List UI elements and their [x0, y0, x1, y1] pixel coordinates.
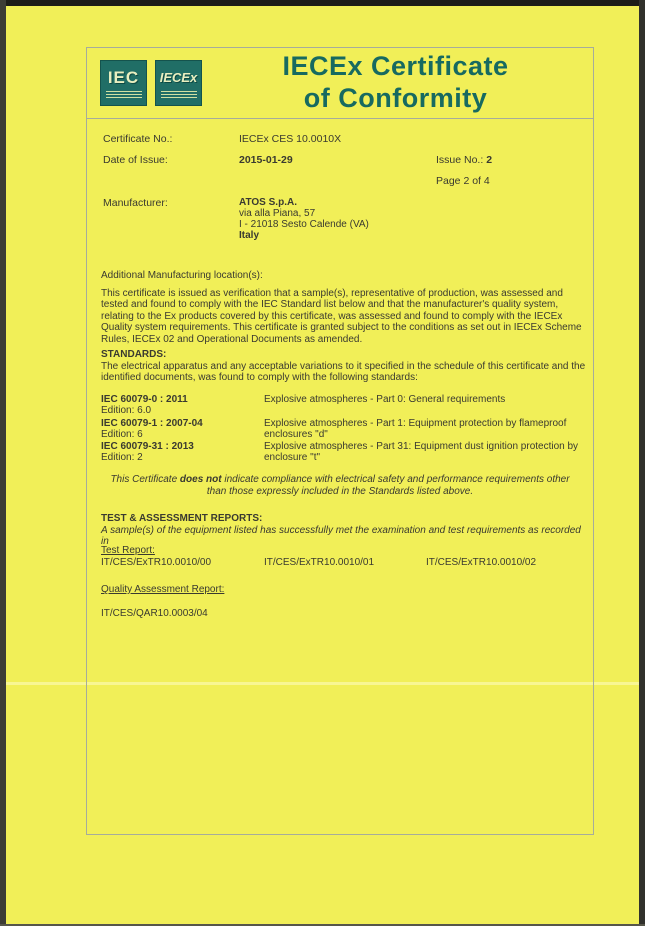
- standard-description: Explosive atmospheres - Part 0: General requirements: [264, 394, 506, 405]
- standard-edition: Edition: 6: [101, 428, 143, 440]
- certificate-no-label: Certificate No.:: [103, 133, 173, 145]
- iecex-logo-icon: [155, 60, 202, 106]
- iec-logo-text: IEC: [107, 67, 140, 87]
- additional-manufacturing-label: Additional Manufacturing location(s):: [101, 270, 263, 281]
- standard-row: [101, 418, 591, 440]
- compliance-note-emphasis: does not: [179, 474, 222, 485]
- standard-code: IEC 60079-31 : 2013: [101, 441, 194, 452]
- test-report-number: IT/CES/ExTR10.0010/00: [101, 557, 212, 568]
- verification-paragraph: This certificate is issued as verification that a sample(s), representative of production, was assessed and tested and found to comply with the IEC Standard list below and that the manufacturer's quality system, relating to the Ex products covered by this certificate, was assessed and found to comply with the IECEx Quality system requirements. This certificate is granted subject to the conditions as set out in IECEx Scheme Rules, IECEx 02 and Operational Documents as amended.: [101, 288, 582, 345]
- manufacturer-address-line2: I - 21018 Sesto Calende (VA): [239, 219, 369, 230]
- scan-edge-top: [0, 0, 645, 6]
- iecex-logo-lines: [161, 89, 197, 98]
- standard-edition: Edition: 6.0: [101, 405, 152, 416]
- manufacturer-address-line3: Italy: [239, 230, 260, 241]
- manufacturer-label: Manufacturer:: [103, 197, 168, 209]
- standards-list: [101, 394, 591, 465]
- manufacturer-address-block: [239, 197, 369, 241]
- certificate-header: [87, 48, 593, 119]
- test-reports-heading: TEST & ASSESSMENT REPORTS:: [101, 513, 263, 524]
- standard-edition: Edition: 2: [101, 452, 143, 463]
- certificate-title-line1: IECEx Certificate: [282, 51, 509, 81]
- standard-description: Explosive atmospheres - Part 31: Equipment dust ignition protection by enclosure "t": [264, 441, 579, 463]
- test-report-number: IT/CES/ExTR10.0010/02: [426, 557, 537, 568]
- page-number: Page 2 of 4: [436, 175, 490, 187]
- test-report-label: Test Report:: [101, 545, 155, 556]
- certificate-no-value: IECEx CES 10.0010X: [239, 133, 342, 145]
- date-of-issue-label: Date of Issue:: [103, 154, 168, 166]
- standards-heading: STANDARDS:: [101, 349, 167, 360]
- test-report-number: IT/CES/ExTR10.0010/01: [264, 557, 375, 568]
- standard-row: [101, 441, 591, 463]
- quality-assessment-report-label: Quality Assessment Report:: [101, 584, 225, 595]
- certificate-title-line2: of Conformity: [303, 83, 488, 113]
- issue-no-label: Issue No.:: [436, 154, 484, 166]
- test-reports-intro: A sample(s) of the equipment listed has successfully met the examination and test requirements as recorded in: [101, 525, 581, 548]
- compliance-note: [101, 474, 579, 497]
- scan-edge-right: [639, 0, 645, 926]
- issue-no: [436, 154, 492, 166]
- standard-description: Explosive atmospheres - Part 1: Equipment protection by flameproof enclosures "d": [264, 417, 567, 440]
- certificate-content-frame: [86, 47, 594, 835]
- standard-row: [101, 394, 591, 416]
- standard-code: IEC 60079-1 : 2007-04: [101, 417, 203, 429]
- date-of-issue-value: 2015-01-29: [239, 154, 293, 166]
- compliance-note-pre: This Certificate: [110, 474, 178, 485]
- iec-logo-lines: [106, 89, 142, 98]
- logo-group: [100, 60, 202, 106]
- manufacturer-name: ATOS S.p.A.: [239, 197, 297, 208]
- scan-edge-left: [0, 0, 6, 926]
- issue-no-value: 2: [486, 154, 493, 166]
- standards-intro: The electrical apparatus and any acceptable variations to it specified in the schedule of this certificate and the identified documents, was found to comply with the following standards:: [101, 361, 586, 384]
- manufacturer-address-line1: via alla Piana, 57: [239, 208, 316, 219]
- standard-code: IEC 60079-0 : 2011: [101, 394, 188, 405]
- iec-logo-icon: [100, 60, 147, 106]
- compliance-note-post: indicate compliance with electrical safety and performance requirements other than those expressly included in the Standards listed above.: [206, 474, 570, 497]
- quality-assessment-report-number: IT/CES/QAR10.0003/04: [101, 608, 208, 619]
- certificate-title: [202, 50, 589, 114]
- iecex-logo-text: IECEx: [159, 69, 198, 85]
